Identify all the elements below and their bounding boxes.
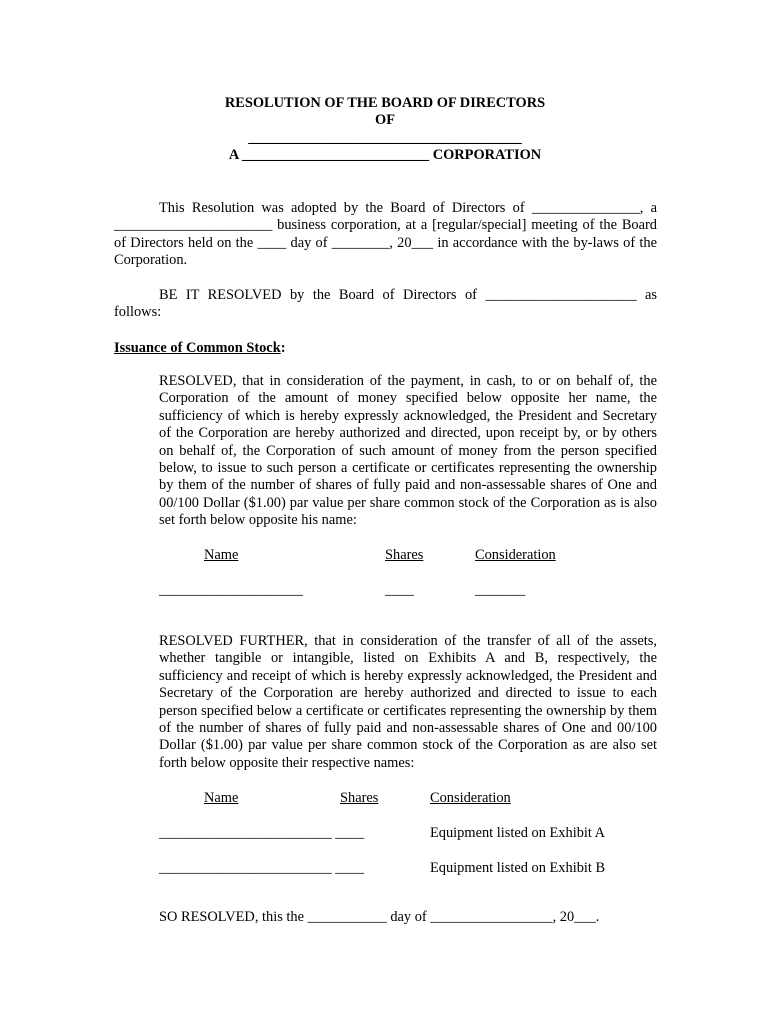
section-heading-text: Issuance of Common Stock bbox=[114, 340, 281, 356]
resolved-cash-paragraph: RESOLVED, that in consideration of the payment, in cash, to or on behalf of, the Corporation of the amount of money specified below opposite her name, the sufficiency of which is hereby expressly acknowledged, the President and Secretary of the Corporation are hereby authorized and directed, upon receipt by, or by others on behalf of, the Corporation of such amount of money from the person specified below, to issue to such person a certificate or certificates representing the ownership by them of the number of shares of fully paid and non-assessable shares of One and 00/100 Dollar ($1.00) par value per share common stock of the Corporation as is also set forth below opposite his name: bbox=[159, 373, 657, 529]
table1-header-consideration: Consideration bbox=[475, 547, 556, 563]
table1-row-consideration-blank: _______ bbox=[475, 582, 526, 598]
be-it-resolved-paragraph: BE IT RESOLVED by the Board of Directors of _____________________ as follows: bbox=[114, 287, 657, 321]
table2-header-consideration: Consideration bbox=[430, 790, 511, 806]
table2-row1-consideration: Equipment listed on Exhibit A bbox=[430, 825, 606, 841]
table2-row1-blanks: ________________________ ____ bbox=[159, 825, 365, 841]
table1-header-shares: Shares bbox=[385, 547, 424, 563]
title-line-2: OF bbox=[375, 112, 395, 128]
table1-row-shares-blank: ____ bbox=[385, 582, 414, 598]
section-heading-colon: : bbox=[280, 340, 286, 356]
resolved-further-paragraph: RESOLVED FURTHER, that in consideration of the transfer of all of the assets, whether tangible or intangible, listed on Exhibits A and B, respectively, the sufficiency and receipt of which is hereby expressly acknowledged, the President and Secretary of the Corporation are hereby authorized and directed to issue to each person specified below a certificate or certificates representing the ownership by them of the number of shares of fully paid and non-assessable shares of One and 00/100 Dollar ($1.00) par value per share common stock of the Corporation as are also set forth below opposite their respective names: bbox=[159, 633, 657, 771]
table2-header-shares: Shares bbox=[340, 790, 379, 806]
title-corporation-blank: ______________________________________ bbox=[248, 130, 522, 146]
table1-row-name-blank: ____________________ bbox=[159, 582, 303, 598]
so-resolved-closing: SO RESOLVED, this the ___________ day of _________________, 20___. bbox=[159, 909, 600, 925]
title-corporation-line: A __________________________ CORPORATION bbox=[228, 147, 542, 163]
table2-row2-consideration: Equipment listed on Exhibit B bbox=[430, 860, 606, 876]
table2-header-name: Name bbox=[204, 790, 239, 806]
adoption-paragraph: This Resolution was adopted by the Board of Directors of _______________, a ______________________ business corporation, at a [regular/special] meeting of the Board of Directors held on the ____ day of ________, 20___ in accordance with the by-laws of the Corporation. bbox=[114, 200, 657, 269]
section-heading bbox=[114, 340, 286, 357]
table1-header-name: Name bbox=[204, 547, 239, 563]
title-line-1: RESOLUTION OF THE BOARD OF DIRECTORS bbox=[224, 95, 546, 111]
table2-row2-blanks: ________________________ ____ bbox=[159, 860, 365, 876]
